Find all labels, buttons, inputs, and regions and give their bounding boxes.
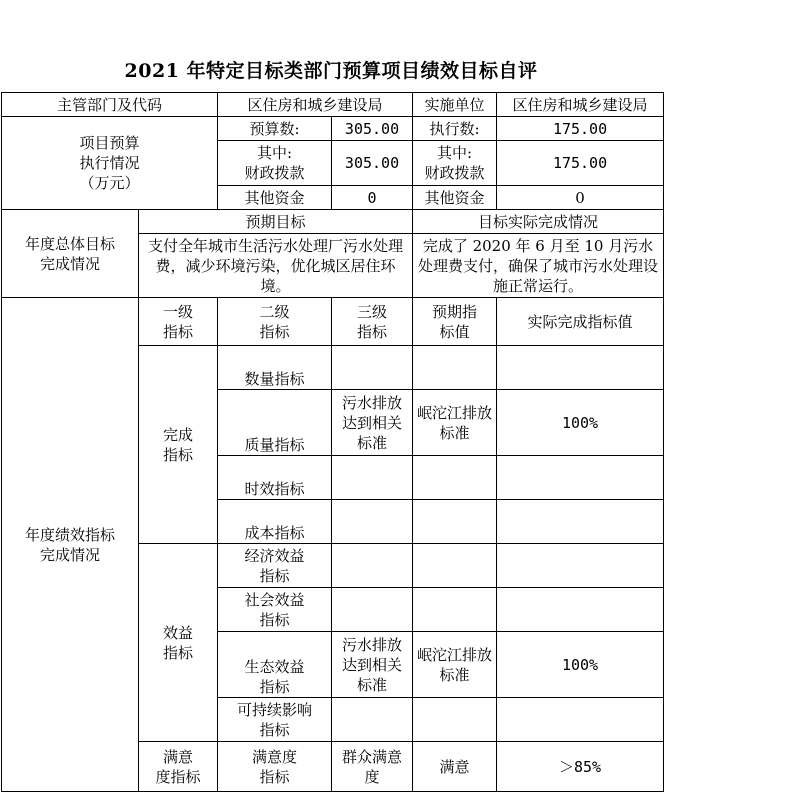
satisfaction-label xyxy=(139,742,218,792)
quality-l3-line-3: 标准 xyxy=(357,433,388,452)
col-header-level1-line-2: 指标 xyxy=(163,322,194,341)
col-header-level3-line-1: 三级 xyxy=(357,302,388,321)
budget-section-line-1: 项目预算 xyxy=(79,134,140,152)
social-indicator-line-1: 社会效益 xyxy=(244,590,305,609)
ecological-indicator-line-2: 指标 xyxy=(259,678,290,696)
other-budget-value: 0 xyxy=(332,186,413,210)
ecological-l3-line-2: 达到相关 xyxy=(342,655,403,674)
quality-expected-line-1: 岷沱江排放 xyxy=(417,403,493,422)
satisfaction-expected: 满意 xyxy=(413,742,497,792)
timeliness-expected xyxy=(413,456,497,500)
satisfaction-l2 xyxy=(218,742,332,792)
budget-section-line-3: （万元） xyxy=(79,174,140,192)
completion-label-line-1: 完成 xyxy=(163,425,194,444)
completion-label xyxy=(139,346,218,544)
sustainable-actual xyxy=(497,698,664,742)
budget-label: 预算数: xyxy=(218,117,332,141)
social-l3 xyxy=(332,588,413,632)
economic-indicator-line-1: 经济效益 xyxy=(244,546,305,565)
col-header-level3-line-2: 指标 xyxy=(357,322,388,341)
ecological-l3-line-1: 污水排放 xyxy=(342,635,403,654)
ecological-expected xyxy=(413,632,497,698)
col-header-expected-line-2: 标值 xyxy=(439,322,470,341)
page-title: 2021 年特定目标类部门预算项目绩效目标自评 xyxy=(124,60,538,82)
actual-goal-header: 目标实际完成情况 xyxy=(413,210,664,234)
indicator-section-line-2: 完成情况 xyxy=(39,545,100,564)
fiscal-exec-label-line-1: 其中: xyxy=(437,144,473,162)
sustainable-expected xyxy=(413,698,497,742)
exec-label: 执行数: xyxy=(413,117,497,141)
quality-actual: 100% xyxy=(497,390,664,456)
goal-section-line-1: 年度总体目标 xyxy=(24,234,115,253)
satisfaction-l3 xyxy=(332,742,413,792)
other-budget-label: 其他资金 xyxy=(218,186,332,210)
ecological-l3 xyxy=(332,632,413,698)
satisfaction-l3-line-1: 群众满意 xyxy=(342,747,403,766)
fiscal-exec-value: 175.00 xyxy=(497,141,664,186)
economic-indicator xyxy=(218,544,332,588)
quantity-expected xyxy=(413,346,497,390)
sustainable-indicator-line-2: 指标 xyxy=(259,720,290,739)
budget-section-label xyxy=(2,117,218,210)
fiscal-budget-label xyxy=(218,141,332,186)
fiscal-exec-label xyxy=(413,141,497,186)
cost-l3 xyxy=(332,500,413,544)
quality-l3 xyxy=(332,390,413,456)
other-exec-value: 0 xyxy=(497,186,664,210)
dept-value: 区住房和城乡建设局 xyxy=(218,93,413,117)
economic-actual xyxy=(497,544,664,588)
quantity-indicator: 数量指标 xyxy=(218,346,332,390)
ecological-expected-line-2: 标准 xyxy=(439,665,470,684)
economic-expected xyxy=(413,544,497,588)
completion-label-line-2: 指标 xyxy=(163,445,194,464)
quality-l3-line-2: 达到相关 xyxy=(342,413,403,432)
satisfaction-l2-line-2: 指标 xyxy=(259,767,290,786)
satisfaction-actual: ＞85% xyxy=(497,742,664,792)
expected-goal-text: 支付全年城市生活污水处理厂污水处理费，减少环境污染，优化城区居住环境。 xyxy=(139,234,413,298)
goal-header-row xyxy=(2,210,664,234)
satisfaction-l2-line-1: 满意度 xyxy=(252,747,298,766)
timeliness-actual xyxy=(497,456,664,500)
col-header-actual: 实际完成指标值 xyxy=(497,298,664,346)
header-row xyxy=(2,93,664,117)
social-actual xyxy=(497,588,664,632)
col-header-level2 xyxy=(218,298,332,346)
sustainable-indicator xyxy=(218,698,332,742)
budget-row xyxy=(2,117,664,141)
budget-section-line-2: 执行情况 xyxy=(79,154,140,172)
benefit-label xyxy=(139,544,218,742)
goal-section-label xyxy=(2,210,139,298)
unit-label: 实施单位 xyxy=(413,93,497,117)
col-header-level1 xyxy=(139,298,218,346)
quality-expected-line-2: 标准 xyxy=(439,423,470,442)
col-header-level2-line-1: 二级 xyxy=(259,302,290,321)
satisfaction-l3-line-2: 度 xyxy=(364,767,380,786)
cost-actual xyxy=(497,500,664,544)
cost-expected xyxy=(413,500,497,544)
fiscal-exec-label-line-2: 财政拨款 xyxy=(424,164,485,182)
col-header-level2-line-2: 指标 xyxy=(259,322,290,341)
col-header-expected xyxy=(413,298,497,346)
quality-expected xyxy=(413,390,497,456)
timeliness-l3 xyxy=(332,456,413,500)
ecological-expected-line-1: 岷沱江排放 xyxy=(417,645,493,664)
goal-section-line-2: 完成情况 xyxy=(39,254,100,273)
ecological-actual: 100% xyxy=(497,632,664,698)
ecological-indicator xyxy=(218,632,332,698)
unit-value: 区住房和城乡建设局 xyxy=(497,93,664,117)
satisfaction-label-line-2: 度指标 xyxy=(155,767,201,786)
col-header-level1-line-1: 一级 xyxy=(163,302,194,321)
sustainable-indicator-line-1: 可持续影响 xyxy=(237,700,313,719)
dept-label: 主管部门及代码 xyxy=(2,93,218,117)
economic-indicator-line-2: 指标 xyxy=(259,566,290,585)
ecological-indicator-line-1: 生态效益 xyxy=(244,658,305,676)
fiscal-budget-label-line-1: 其中: xyxy=(256,144,293,162)
exec-value: 175.00 xyxy=(497,117,664,141)
col-header-level3 xyxy=(332,298,413,346)
col-header-expected-line-1: 预期指 xyxy=(432,302,478,321)
indicator-section-label xyxy=(2,298,139,792)
ecological-l3-line-3: 标准 xyxy=(357,675,388,694)
social-expected xyxy=(413,588,497,632)
evaluation-table xyxy=(1,92,664,792)
benefit-label-line-1: 效益 xyxy=(163,623,194,642)
actual-goal-text: 完成了 2020 年 6 月至 10 月污水处理费支付，确保了城市污水处理设施正常运行。 xyxy=(413,234,664,298)
indicator-section-line-1: 年度绩效指标 xyxy=(24,525,115,544)
budget-value: 305.00 xyxy=(332,117,413,141)
quantity-actual xyxy=(497,346,664,390)
fiscal-budget-value: 305.00 xyxy=(332,141,413,186)
fiscal-budget-label-line-2: 财政拨款 xyxy=(244,164,305,182)
social-indicator xyxy=(218,588,332,632)
satisfaction-label-line-1: 满意 xyxy=(163,747,194,766)
timeliness-indicator: 时效指标 xyxy=(218,456,332,500)
quality-indicator: 质量指标 xyxy=(218,390,332,456)
sustainable-l3 xyxy=(332,698,413,742)
quality-l3-line-1: 污水排放 xyxy=(342,393,403,412)
benefit-label-line-2: 指标 xyxy=(163,643,194,662)
social-indicator-line-2: 指标 xyxy=(259,610,290,629)
economic-l3 xyxy=(332,544,413,588)
quantity-l3 xyxy=(332,346,413,390)
cost-indicator: 成本指标 xyxy=(218,500,332,544)
expected-goal-header: 预期目标 xyxy=(139,210,413,234)
indicator-header-row xyxy=(2,298,664,346)
other-exec-label: 其他资金 xyxy=(413,186,497,210)
